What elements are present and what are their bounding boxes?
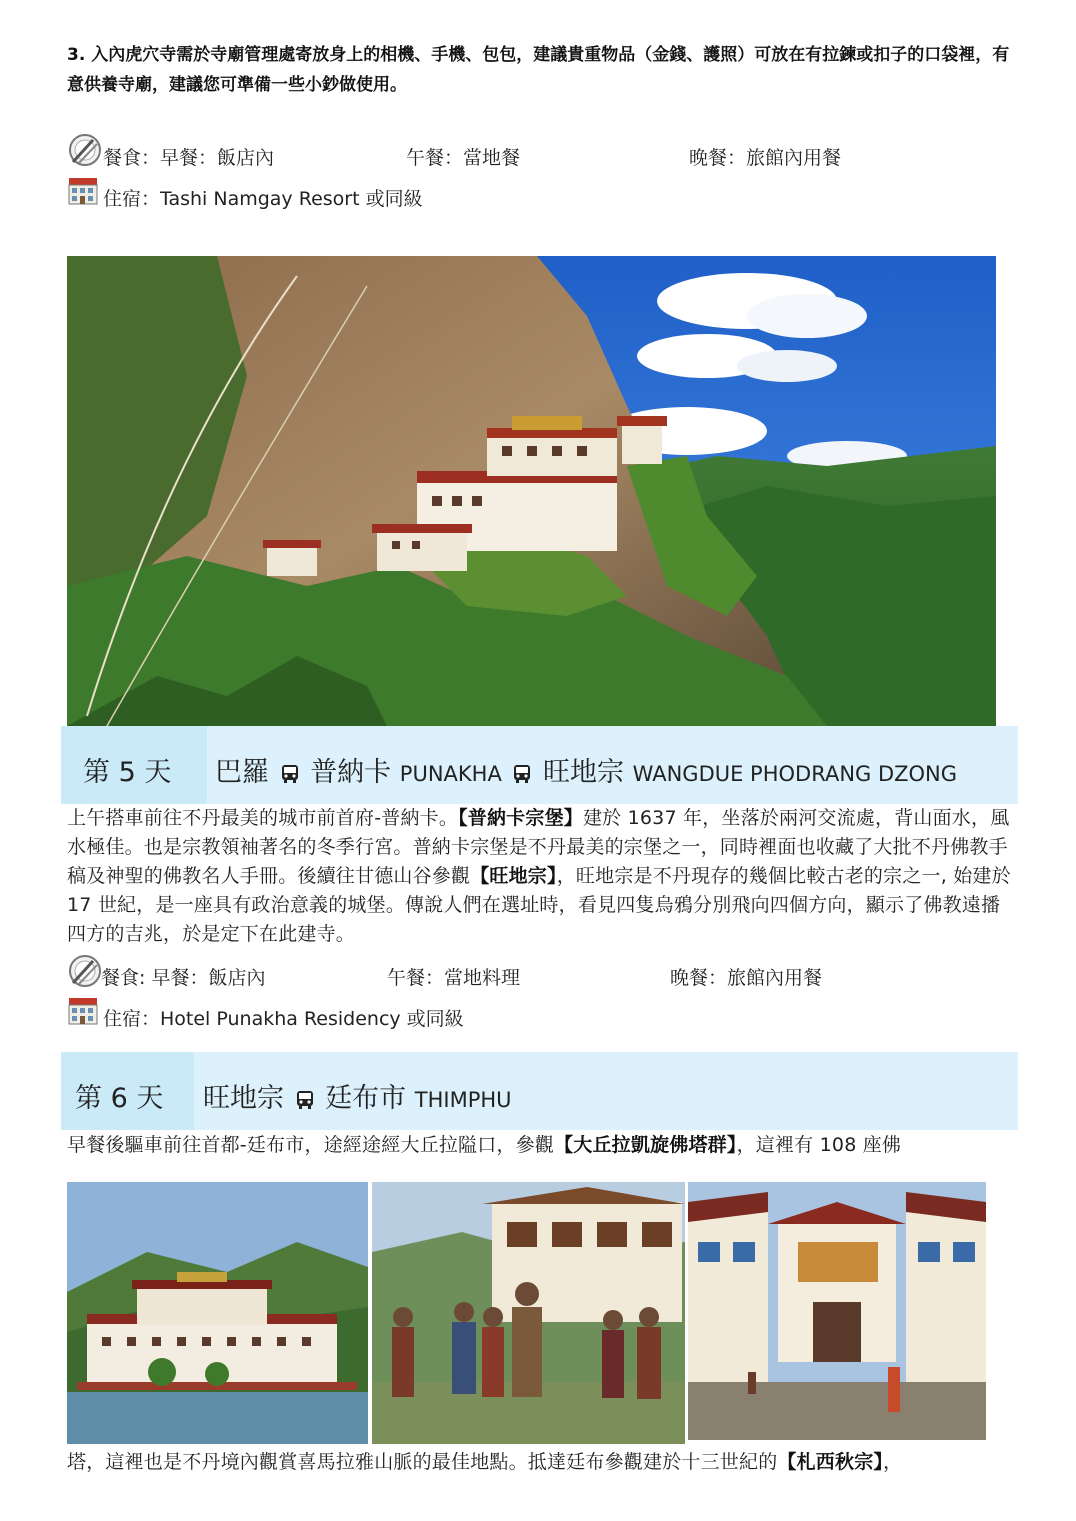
desc-part2: 建於 1637 年，坐落於兩河交流處，背山面水，風水極佳。也是宗教領袖著名的冬季行宮。普納卡宗堡是不丹最美的宗堡之一，同時裡面也收藏了大批不丹佛教手稿及神聖的佛教名人手冊。後續往甘德山谷參觀 bbox=[67, 807, 1010, 887]
route-stop-thimphu-en: THIMPHU bbox=[414, 1088, 512, 1112]
day5-meals bbox=[101, 963, 901, 993]
desc-part1: 上午搭車前往不丹最美的城市前首府-普納卡。 bbox=[67, 807, 459, 829]
breakfast-text: 餐食: 早餐：飯店內 bbox=[101, 967, 266, 989]
desc-dochula-stupas: 【大丘拉凱旋佛塔群】 bbox=[554, 1134, 737, 1156]
lunch-text: 午餐：當地料理 bbox=[387, 967, 521, 989]
desc-part3: ，旺地宗是不丹現存的幾個比較古老的宗之一, 始建於 17 世紀，是一座具有政治意義的城堡。傳說人們在選址時，看見四隻烏鴉分別飛向四個方向，顯示了佛教遠播四方的吉兆，於是定下在此建寺。 bbox=[67, 865, 1011, 945]
breakfast-text: 餐食：早餐：飯店內 bbox=[103, 147, 275, 169]
day4-meals bbox=[103, 143, 903, 173]
day5-route bbox=[215, 750, 957, 789]
day6-description-line2 bbox=[67, 1448, 1017, 1477]
route-stop-paro: 巴羅 bbox=[215, 757, 269, 788]
route-stop-wangdue-en: WANGDUE PHODRANG DZONG bbox=[632, 762, 958, 786]
route-stop-thimphu: 廷布市 bbox=[325, 1083, 407, 1114]
route-stop-wangdue: 旺地宗 bbox=[203, 1083, 284, 1114]
desc-punakha-dzong: 【普納卡宗堡】 bbox=[458, 807, 583, 829]
punakha-dzong-photo bbox=[67, 1182, 368, 1444]
desc-line1-post: ，這裡有 108 座佛 bbox=[736, 1134, 902, 1156]
day6-label: 第 6 天 bbox=[75, 1083, 164, 1114]
rice-planting-photo bbox=[372, 1182, 685, 1444]
day5-header bbox=[61, 726, 1018, 804]
desc-wangdue-dzong: 【旺地宗】 bbox=[470, 865, 557, 887]
bus-icon bbox=[512, 763, 532, 785]
day6-description-line1 bbox=[67, 1131, 1017, 1160]
dzong-courtyard-photo bbox=[688, 1182, 986, 1440]
day6-header bbox=[61, 1052, 1018, 1130]
dinner-text: 晚餐：旅館內用餐 bbox=[670, 967, 823, 989]
bus-icon bbox=[280, 763, 300, 785]
day5-description bbox=[67, 804, 1017, 949]
lunch-text: 午餐：當地餐 bbox=[406, 147, 521, 169]
utensils-icon bbox=[67, 953, 103, 989]
day5-hotel: 住宿：Hotel Punakha Residency 或同級 bbox=[103, 1008, 464, 1030]
route-stop-punakha-en: PUNAKHA bbox=[399, 762, 502, 786]
day4-hotel: 住宿：Tashi Namgay Resort 或同級 bbox=[103, 188, 423, 210]
day5-label: 第 5 天 bbox=[83, 757, 172, 788]
bus-icon bbox=[295, 1089, 315, 1111]
desc-line1-pre: 早餐後驅車前往首都-廷布市，途經途經大丘拉隘口，參觀 bbox=[67, 1134, 555, 1156]
desc-line2-post: ， bbox=[883, 1451, 903, 1473]
desc-line2-pre: 塔，這裡也是不丹境內觀賞喜馬拉雅山脈的最佳地點。抵達廷布參觀建於十三世紀的 bbox=[67, 1451, 778, 1473]
entry-note: 3. 入內虎穴寺需於寺廟管理處寄放身上的相機、手機、包包，建議貴重物品（金錢、護照）可放在有拉鍊或扣子的口袋裡，有意供養寺廟，建議您可準備一些小鈔做使用。 bbox=[67, 45, 1010, 95]
utensils-icon bbox=[67, 132, 103, 168]
desc-tashichho-dzong: 【札西秋宗】 bbox=[777, 1451, 884, 1473]
hotel-building-icon bbox=[67, 176, 99, 206]
route-stop-punakha: 普納卡 bbox=[310, 757, 392, 788]
tigers-nest-photo bbox=[67, 256, 996, 726]
dinner-text: 晚餐：旅館內用餐 bbox=[689, 147, 842, 169]
route-stop-wangdue: 旺地宗 bbox=[543, 757, 625, 788]
day5-label-block bbox=[61, 726, 207, 804]
day6-label-block bbox=[61, 1052, 194, 1130]
hotel-building-icon bbox=[67, 996, 99, 1026]
day6-route bbox=[203, 1076, 512, 1115]
